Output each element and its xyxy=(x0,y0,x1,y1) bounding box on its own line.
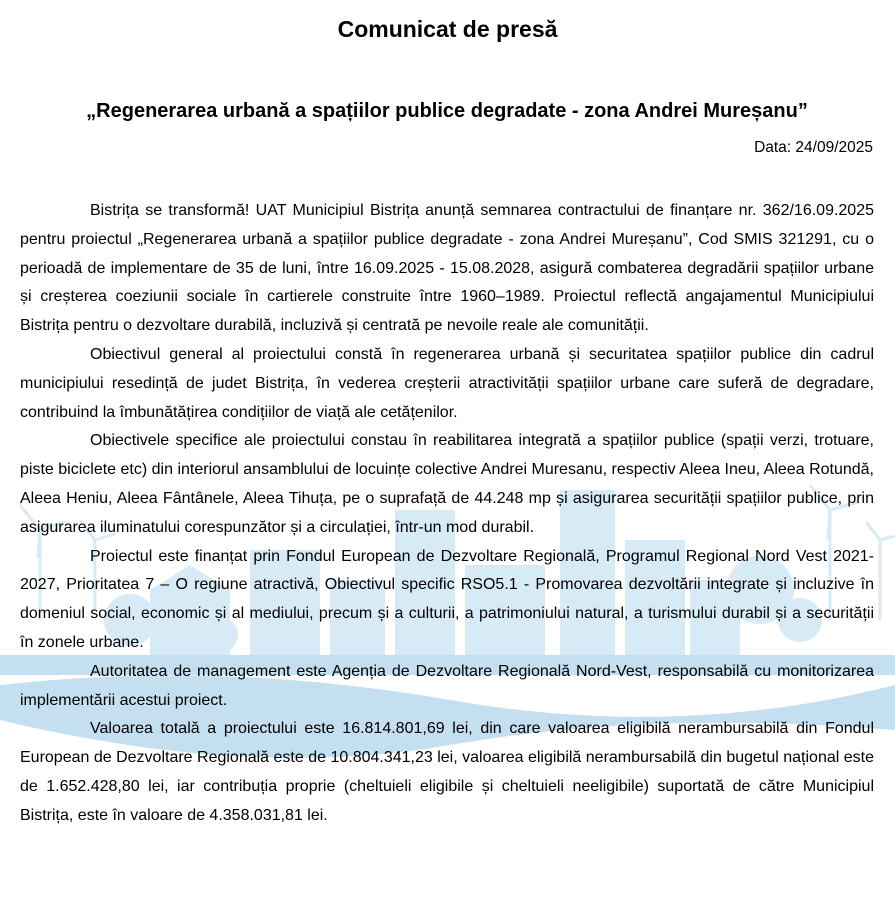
document-title: Comunicat de presă xyxy=(337,16,558,42)
paragraph-specific-objectives: Obiectivele specifice ale proiectului constau în reabilitarea integrată a spațiilor publice (spații verzi, trotuare, piste biciclete etc) din interiorul ansamblului de locuințe colective Andrei Muresanu, respectiv Aleea Ineu, Aleea Rotundă, Aleea Heniu, Aleea Fântânele, Aleea Tihuța, pe o suprafață de 44.248 mp și asigurarea securității spațiilor publice, prin asigurarea iluminatului corespunzător și a circulației, într-un mod durabil. xyxy=(20,432,874,536)
paragraph-budget: Valoarea totală a proiectului este 16.814.801,69 lei, din care valoarea eligibilă nerambursabilă din Fondul European de Dezvoltare Regională este de 10.804.341,23 lei, valoarea eligibilă nerambursabilă din bugetul național este de 1.652.428,80 lei, iar contribuția proprie (cheltuieli eligibile și cheltuieli neeligibile) suportată de către Municipiul Bistrița, este în valoare de 4.358.031,81 lei. xyxy=(20,720,874,824)
body-text xyxy=(20,197,874,831)
paragraph-intro: Bistrița se transformă! UAT Municipiul Bistrița anunță semnarea contractului de finanțare nr. 362/16.09.2025 pentru proiectul „Regenerarea urbană a spațiilor publice degradate - zona Andrei Mureșanu”, Cod SMIS 321291, cu o perioadă de implementare de 35 de luni, între 16.09.2025 - 15.08.2028, asigură combaterea degradării spațiilor urbane și creșterea coeziunii sociale în cartierele construite între 1960–1989. Proiectul reflectă angajamentul Municipiului Bistrița pentru o dezvoltare durabilă, incluzivă și centrată pe nevoile reale ale comunității. xyxy=(20,202,874,335)
paragraph-general-objective: Obiectivul general al proiectului constă în regenerarea urbană și securitatea spațiilor publice din cadrul municipiului resedință de judet Bistrița, în vederea creșterii atractivității spațiilor urbane care suferă de degradare, contribuind la îmbunătățirea condițiilor de viață ale cetățenilor. xyxy=(20,345,874,421)
paragraph-managing-authority: Autoritatea de management este Agenția de Dezvoltare Regională Nord-Vest, responsabilă cu monitorizarea implementării acestui proiect. xyxy=(20,662,874,709)
release-date: Data: 24/09/2025 xyxy=(754,139,873,156)
paragraph-funding: Proiectul este finanțat prin Fondul European de Dezvoltare Regională, Programul Regional Nord Vest 2021-2027, Prioritatea 7 – O regiune atractivă, Obiectivul specific RSO5.1 - Promovarea dezvoltării integrate și incluzive în domeniul social, economic și al mediului, precum și a culturii, a patrimoniului natural, a turismului durabil și a securității în zonele urbane. xyxy=(20,547,874,651)
project-title: „Regenerarea urbană a spațiilor publice degradate - zona Andrei Mureșanu” xyxy=(86,100,808,122)
